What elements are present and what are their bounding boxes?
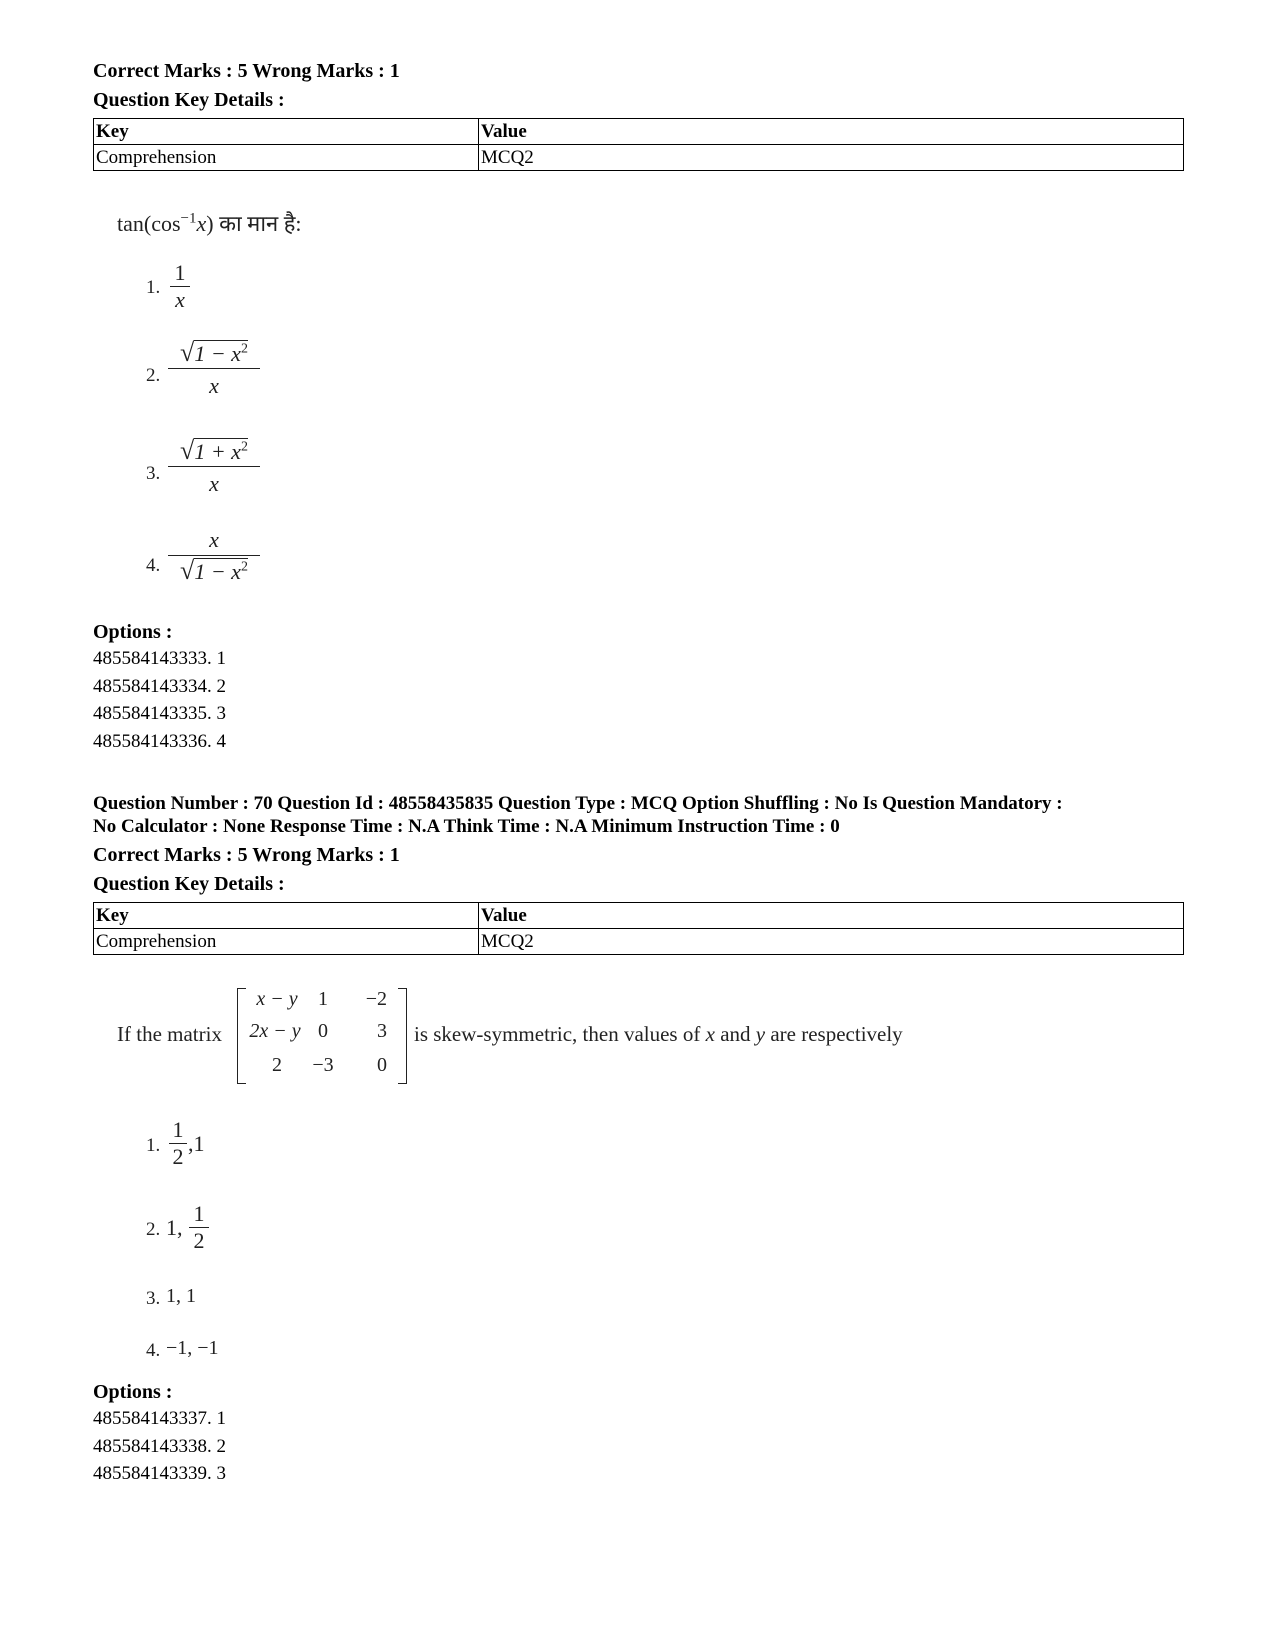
- matrix-cell: 1: [318, 988, 328, 1010]
- choice-number: 1.: [146, 277, 161, 298]
- choice-number: 1.: [146, 1135, 161, 1156]
- radicand-sup: 2: [240, 439, 248, 455]
- choice-number: 3.: [146, 1288, 161, 1309]
- question-suffix: ) का मान है:: [206, 211, 302, 236]
- matrix-cell: 3: [377, 1020, 387, 1042]
- matrix: [237, 988, 407, 1084]
- fraction-denominator: x: [168, 368, 260, 399]
- question-header-line-1: Question Number : 70 Question Id : 48558435835 Question Type : MCQ Option Shuffling : No Is Question Mandatory :: [93, 793, 1063, 814]
- matrix-cell: 0: [318, 1020, 328, 1042]
- option-id-row: 485584143333. 1: [93, 648, 226, 669]
- fraction-numerator: 1: [174, 260, 186, 285]
- fraction-numerator: 1: [172, 1117, 184, 1142]
- table-row: [94, 145, 1184, 171]
- choice-number: 4.: [146, 555, 161, 576]
- choice-3-fraction: [168, 436, 260, 497]
- question-var: x: [196, 211, 207, 236]
- question-var-y: y: [755, 1022, 766, 1046]
- question-sup: −1: [180, 210, 197, 227]
- radicand: 1 − x: [194, 341, 241, 366]
- option-id-row: 485584143338. 2: [93, 1436, 226, 1457]
- choice-2-fraction: [189, 1201, 209, 1254]
- matrix-cell: −3: [312, 1054, 334, 1076]
- key-details-label-2: Question Key Details :: [93, 873, 285, 895]
- key-value-table-1: [93, 118, 1184, 171]
- marks-line-1: Correct Marks : 5 Wrong Marks : 1: [93, 60, 400, 82]
- option-id-row: 485584143334. 2: [93, 676, 226, 697]
- question-suffix-b: are respectively: [765, 1022, 903, 1046]
- fraction-denominator: 2: [169, 1143, 187, 1170]
- table-header-key: Key: [94, 903, 479, 929]
- question-suffix-2: [414, 1022, 903, 1047]
- choice-4-fraction: [168, 527, 260, 586]
- sqrt-icon: √: [180, 556, 195, 585]
- choice-text: −1, −1: [166, 1337, 219, 1359]
- question-text-1: [117, 208, 302, 238]
- matrix-cell: x − y: [256, 988, 298, 1010]
- radicand-sup: 2: [240, 559, 248, 575]
- question-header-line-2: No Calculator : None Response Time : N.A Think Time : N.A Minimum Instruction Time : 0: [93, 816, 840, 837]
- options-label-1: Options :: [93, 621, 173, 643]
- table-cell-value: MCQ2: [479, 929, 1184, 955]
- fraction-denominator: 2: [189, 1227, 209, 1254]
- radicand: 1 + x: [194, 439, 241, 464]
- option-id-row: 485584143336. 4: [93, 731, 226, 752]
- question-prefix-2: If the matrix: [117, 1022, 222, 1046]
- marks-line-2: Correct Marks : 5 Wrong Marks : 1: [93, 844, 400, 866]
- choice-2-fraction: [168, 338, 260, 399]
- question-prefix: tan(cos: [117, 211, 181, 236]
- table-row: [94, 929, 1184, 955]
- radicand-sup: 2: [240, 341, 248, 357]
- table-cell-key: Comprehension: [94, 145, 479, 171]
- fraction-denominator: x: [170, 286, 190, 313]
- table-header-value: Value: [479, 119, 1184, 145]
- option-id-row: 485584143339. 3: [93, 1463, 226, 1484]
- key-value-table-2: [93, 902, 1184, 955]
- fraction-denominator: x: [168, 466, 260, 497]
- fraction-numerator: 1: [193, 1201, 205, 1226]
- question-and: and: [714, 1022, 756, 1046]
- table-cell-value: MCQ2: [479, 145, 1184, 171]
- matrix-cell: 2x − y: [249, 1020, 301, 1042]
- question-var-x: x: [705, 1022, 715, 1046]
- sqrt-icon: √: [180, 338, 195, 367]
- option-id-row: 485584143335. 3: [93, 703, 226, 724]
- choice-number: 3.: [146, 463, 161, 484]
- choice-tail: ,1: [188, 1131, 205, 1156]
- radicand: 1 − x: [194, 559, 241, 584]
- table-header-value: Value: [479, 903, 1184, 929]
- choice-number: 2.: [146, 365, 161, 386]
- table-header-row: [94, 903, 1184, 929]
- matrix-cell: 2: [272, 1054, 282, 1076]
- option-id-row: 485584143337. 1: [93, 1408, 226, 1429]
- matrix-right-bracket: [398, 988, 407, 1084]
- table-cell-key: Comprehension: [94, 929, 479, 955]
- table-header-row: [94, 119, 1184, 145]
- key-details-label-1: Question Key Details :: [93, 89, 285, 111]
- fraction-denominator: [168, 555, 260, 586]
- choice-number: 2.: [146, 1219, 161, 1240]
- fraction-numerator: [168, 436, 260, 466]
- question-suffix-a: is skew-symmetric, then values of: [414, 1022, 706, 1046]
- choice-head: 1,: [166, 1215, 183, 1240]
- options-label-2: Options :: [93, 1381, 173, 1403]
- choice-number: 4.: [146, 1340, 161, 1361]
- choice-1-fraction: [170, 260, 190, 313]
- choice-1-fraction: [169, 1117, 187, 1170]
- matrix-cell: 0: [377, 1054, 387, 1076]
- choice-text: 1, 1: [166, 1285, 196, 1307]
- table-header-key: Key: [94, 119, 479, 145]
- fraction-numerator: [168, 338, 260, 368]
- matrix-cell: −2: [365, 988, 387, 1010]
- fraction-numerator: x: [209, 527, 219, 552]
- sqrt-icon: √: [180, 436, 195, 465]
